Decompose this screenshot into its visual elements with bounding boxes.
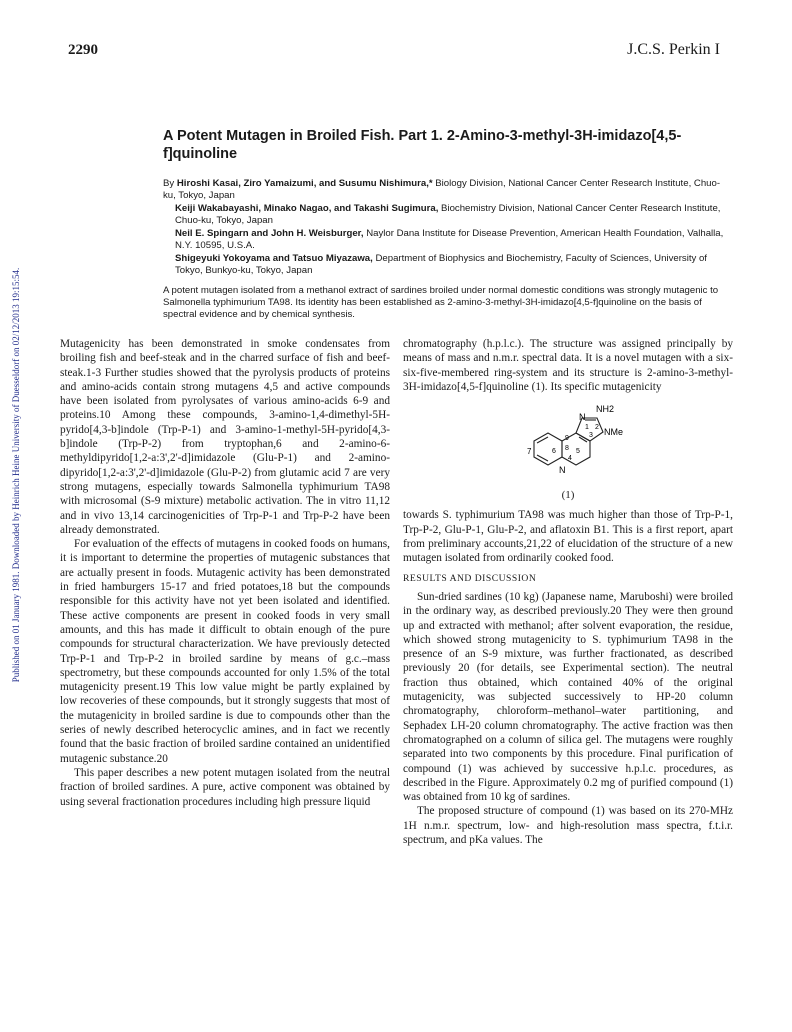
paragraph: Mutagenicity has been demonstrated in smoke condensates from broiling fish and beef-steak and in the charred surface of fish and beef-steak.1-3 Further studies showed that the pyrolysis products of proteins and amino-acids contain strong mutagens 4,5 and active compounds have been isolated from pyrolysates of various amino-acids 6-9 and proteins.10 Among these compounds, 3-amino-1,4-dimethyl-5H-pyrido[4,3-b]indole (Trp-P-1) and 3-amino-1-methyl-5H-pyrido[4,3-b]indole (Trp-P-2) from tryptophan,6 and 2-amino-6-methyldipyrido[1,2-a:3',2'-d]imidazole (Glu-P-1) and 2-amino-dipyrido[1,2-a:3',2'-d]imidazole (Glu-P-2) from glutamic acid 7 are very strong mutagens, especially towards Salmonella typhimurium TA98 with microsomal (S-9 mixture) metabolic activation. The in vitro 11,12 and in vivo 13,14 carcinogenicities of Trp-P-1 and Trp-P-2 have been already demonstrated. [60,338,390,536]
chemical-structure [403,394,733,488]
author-names: Keiji Wakabayashi, Minako Nagao, and Takashi Sugimura, [175,203,439,214]
author-names: Hiroshi Kasai, Ziro Yamaizumi, and Susumu Nishimura,* [176,178,433,189]
structure-diagram [403,394,733,488]
label-4: 4 [568,455,572,463]
label-1: 1 [585,424,589,432]
paragraph: towards S. typhimurium TA98 was much higher than those of Trp-P-1, Trp-P-2, Glu-P-1, Glu-P-2, and aflatoxin B1. This is a first report, apart from preliminary accounts,21,22 of elucidation of the structure of a new mutagen isolated from ordinarily cooked food. [403,509,733,565]
author-group [163,228,728,251]
paragraph: This paper describes a new potent mutagen isolated from the neutral fraction of broiled sardines. A pure, active component was obtained by using several fractionation procedures including high pressure liquid [60,766,390,808]
left-column [60,337,390,809]
label-6: 6 [552,448,556,456]
by-word: By [163,178,177,189]
author-names: Neil E. Spingarn and John H. Weisburger, [175,228,364,239]
article-title: A Potent Mutagen in Broiled Fish. Part 1. 2-Amino-3-methyl-3H-imidazo[4,5-f]quinoline [163,128,682,162]
label-7: 7 [527,447,532,457]
paragraph: For evaluation of the effects of mutagens in cooked foods on humans, it is important to determine the properties of mutagenic substances that are actually present in foods. Mutagenic activity has been demonstrated in fried hamburgers 15-17 and fried potatoes,18 but the compounds responsible for this activity have not yet been isolated and identified. These active components are present in cooked foods in very small amounts, and this has made it difficult to obtain enough of the pure compounds for structural characterization. We have previously detected Trp-P-1 and Trp-P-2 in broiled sardine by means of g.c.–mass spectrometry, but these compounds accounted for only 1.5% of the total mutagenicity present.19 This low value might be partly explained by low recoveries of these compounds, but it strongly suggests that most of the mutagenicity in broiled sardine is due to compounds other than the series of newly described heterocyclic amines, and in fact we recently found that the basic fraction of broiled sardine contained an unidentified mutagenic substance.20 [60,538,390,765]
label-8: 8 [565,445,569,453]
page-number: 2290 [68,42,98,58]
download-notice: Published on 01 January 1981. Downloaded by Heinrich Heine University of Duesseldorf on 02/12/2013 19:15:54. [11,267,21,683]
affiliation: Biochemistry Division, National Cancer Center Research Institute, Chuo-ku, Tokyo, Japan [175,203,721,226]
author-list [163,178,728,278]
right-column [403,337,733,847]
author-group [163,178,728,201]
paragraph: chromatography (h.p.l.c.). The structure was assigned principally by means of mass and n.m.r. spectral data. It is a novel mutagen with a six-six-five-membered ring-system and its structure is 2-amino-3-methyl-3H-imidazo[4,5-f]quinoline (1). Its specific mutagenicity [403,338,733,393]
section-heading: RESULTS AND DISCUSSION [403,572,537,584]
label-nme: NMe [604,427,624,438]
abstract: A potent mutagen isolated from a methanol extract of sardines broiled under normal domestic conditions was strongly mutagenic to Salmonella typhimurium TA98. Its identity has been established as 2-amino-3-methyl-3H-imidazo[4,5-f]quinoline on the basis of spectral evidence and by chemical synthesis. [163,285,719,320]
label-5: 5 [576,448,580,456]
author-group [163,203,728,226]
label-9: 9 [565,435,569,443]
label-n-ring: N [559,465,566,476]
label-n1: N [579,412,586,423]
author-names: Shigeyuki Yokoyama and Tatsuo Miyazawa, [175,253,373,264]
affiliation: Biology Division, National Cancer Center Research Institute, Chuo-ku, Tokyo, Japan [163,178,721,201]
author-group [163,253,728,276]
affiliation: Department of Biophysics and Biochemistry, Faculty of Sciences, University of Tokyo, Bunkyo-ku, Tokyo, Japan [175,253,707,276]
compound-number: (1) [561,489,575,502]
paragraph: The proposed structure of compound (1) was based on its 270-MHz 1H n.m.r. spectrum, low- and high-resolution mass spectra, f.t.i.r. spectrum, and pKa values. The [403,805,733,847]
affiliation: Naylor Dana Institute for Disease Prevention, American Health Foundation, Valhalla, N.Y. 10595, U.S.A. [175,228,724,251]
ring-left [534,433,562,465]
journal-name: J.C.S. Perkin I [627,41,720,58]
label-nh2: NH2 [596,404,615,415]
paragraph: Sun-dried sardines (10 kg) (Japanese name, Maruboshi) were broiled in the ordinary way, as described previously.20 They were then ground up and extracted with methanol; after solvent evaporation, the residue, which showed strong mutagenicity to S. typhimurium TA98 in the presence of an S-9 mixture, was further fractionated, as described previously 20 (for details, see Experimental section). The neutral fraction thus obtained, which contained 40% of the original mutagenicity, was subjected successively to HP-20 column chromatography, chloroform–methanol–water partitioning, and Sephadex LH-20 column chromatography. The active fraction was then chromatographed on a column of silica gel. The mutagens were roughly separated into two components by this procedure. Final purification of compound (1) was achieved by successive h.p.l.c. procedures, as described in the Figure. Approximately 0.2 mg of purified compound (1) was obtained from 10 kg of sardines. [403,590,733,804]
double-bond [579,437,587,442]
label-2: 2 [595,424,599,432]
label-3: 3 [589,432,593,440]
